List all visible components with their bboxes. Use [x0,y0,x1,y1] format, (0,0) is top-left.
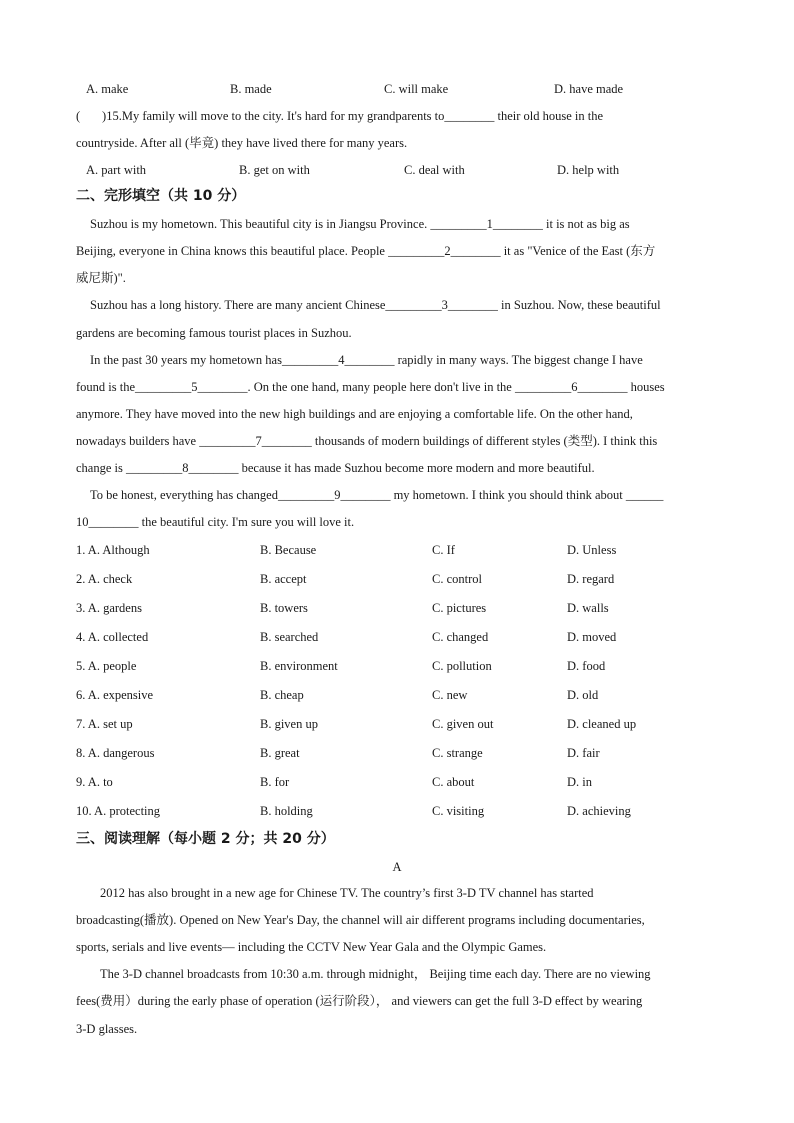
cloze-line: change is _________8________ because it has made Suzhou become more modern and more beautiful. [76,461,595,475]
option-b: B. environment [260,659,338,673]
option-c: C. will make [384,82,449,96]
cloze-line: nowadays builders have _________7________ thousands of modern buildings of different styles (类型). I think this [76,434,658,448]
option-a: 8. A. dangerous [76,746,155,760]
option-d: D. in [567,775,592,789]
option-b: B. holding [260,804,313,818]
section-heading-cloze: 二、完形填空（共 10 分） [76,188,246,204]
cloze-line: found is the_________5________. On the one hand, many people here don't live in the _________6________ houses [76,380,665,394]
option-a: A. make [86,82,129,96]
option-b: B. for [260,775,290,789]
q15-stem-line1: ( )15.My family will move to the city. It's hard for my grandparents to________ their old house in the [76,109,604,123]
option-d: D. moved [567,630,617,644]
passage-label: A [392,860,402,874]
option-b: B. Because [260,543,317,557]
option-c: C. strange [432,746,483,760]
option-b: B. towers [260,601,308,615]
cloze-line: Suzhou is my hometown. This beautiful city is in Jiangsu Province. _________1________ it is not as big as [90,217,630,231]
cloze-line: 威尼斯)". [76,271,126,285]
option-b: B. accept [260,572,307,586]
option-d: D. regard [567,572,615,586]
cloze-line: gardens are becoming famous tourist places in Suzhou. [76,326,352,340]
cloze-line: To be honest, everything has changed_________9________ my hometown. I think you should think about ______ [90,488,664,502]
passage-line: 2012 has also brought in a new age for Chinese TV. The country’s first 3-D TV channel has started [100,886,594,900]
option-c: C. changed [432,630,489,644]
cloze-line: anymore. They have moved into the new high buildings and are enjoying a comfortable life. On the other hand, [76,407,633,421]
passage-line: The 3-D channel broadcasts from 10:30 a.m. through midnight， Beijing time each day. There are no viewing [100,967,651,981]
option-c: C. given out [432,717,494,731]
option-a: A. part with [86,163,147,177]
option-b: B. given up [260,717,318,731]
option-c: C. about [432,775,475,789]
option-d: D. have made [554,82,624,96]
option-d: D. Unless [567,543,617,557]
option-c: C. deal with [404,163,465,177]
option-b: B. get on with [239,163,310,177]
option-d: D. fair [567,746,600,760]
option-c: C. control [432,572,482,586]
passage-line: sports, serials and live events— including the CCTV New Year Gala and the Olympic Games. [76,940,547,954]
option-d: D. achieving [567,804,631,818]
option-a: 5. A. people [76,659,137,673]
option-d: D. cleaned up [567,717,637,731]
cloze-line: Beijing, everyone in China knows this beautiful place. People _________2________ it as "Venice of the East (东方 [76,244,656,258]
option-d: D. help with [557,163,620,177]
q15-stem-line2: countryside. After all (毕竟) they have lived there for many years. [76,136,408,150]
cloze-line: Suzhou has a long history. There are many ancient Chinese_________3________ in Suzhou. Now, these beautiful [90,298,661,312]
option-c: C. pollution [432,659,492,673]
option-a: 7. A. set up [76,717,133,731]
option-d: D. food [567,659,606,673]
option-a: 10. A. protecting [76,804,161,818]
option-d: D. walls [567,601,609,615]
passage-line: 3-D glasses. [76,1022,138,1036]
option-c: C. If [432,543,455,557]
option-b: B. searched [260,630,319,644]
option-a: 6. A. expensive [76,688,154,702]
option-d: D. old [567,688,599,702]
option-a: 4. A. collected [76,630,149,644]
option-c: C. new [432,688,468,702]
option-b: B. made [230,82,272,96]
passage-line: fees(费用）during the early phase of operation (运行阶段）， and viewers can get the full 3-D effect by wearing [76,994,643,1008]
option-b: B. great [260,746,300,760]
option-c: C. pictures [432,601,487,615]
passage-line: broadcasting(播放). Opened on New Year's Day, the channel will air different programs including documentaries, [76,913,645,927]
option-b: B. cheap [260,688,304,702]
option-a: 3. A. gardens [76,601,142,615]
section-heading-reading: 三、阅读理解（每小题 2 分；共 20 分） [76,831,335,847]
cloze-line: In the past 30 years my hometown has_________4________ rapidly in many ways. The biggest change I have [90,353,643,367]
option-a: 2. A. check [76,572,133,586]
option-c: C. visiting [432,804,485,818]
cloze-line: 10________ the beautiful city. I'm sure you will love it. [76,515,355,529]
option-a: 1. A. Although [76,543,150,557]
option-a: 9. A. to [76,775,113,789]
